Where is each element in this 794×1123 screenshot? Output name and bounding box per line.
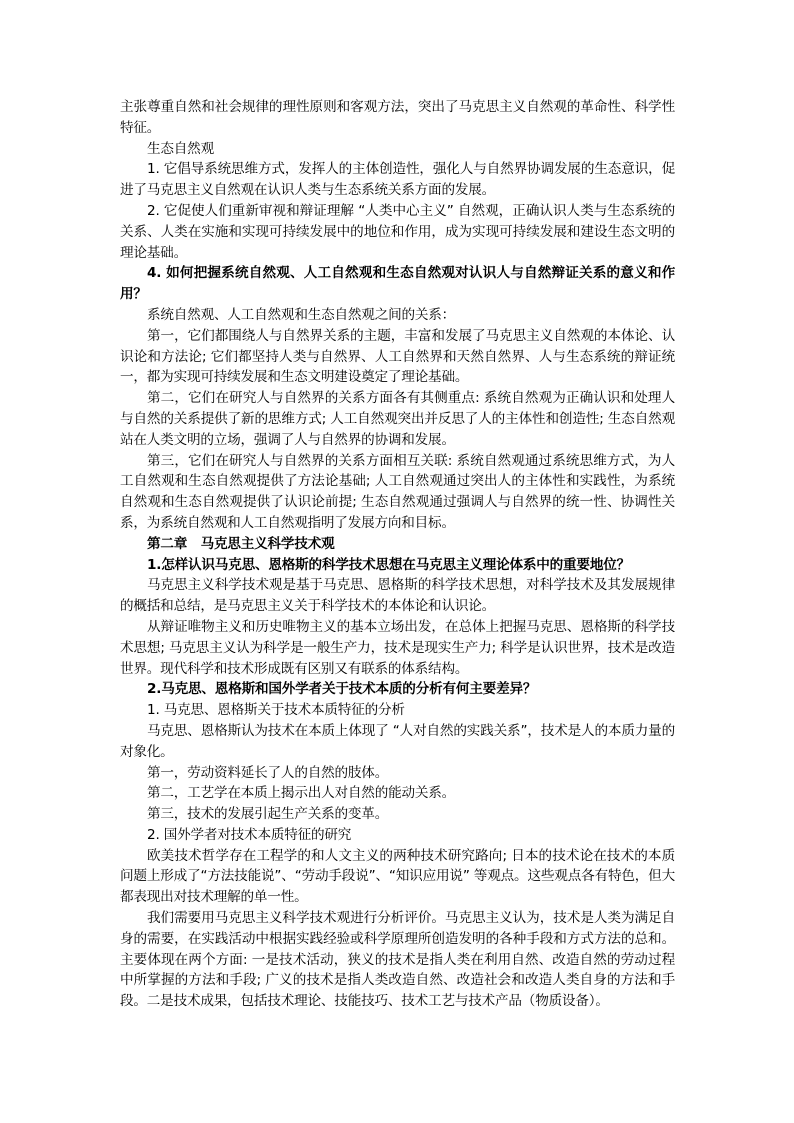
question-2-heading: 2.马克思、恩格斯和国外学者关于技术本质的分析有何主要差异？ [147,681,537,698]
paragraph-eco-point-2: 2. 它促使人们重新审视和辩证理解 “人类中心主义” 自然观，正确认识人类与生态系统的关系、人类在实施和实现可持续发展中的地位和作用，成为实现可持续发展和建设生态文明的理论基础。 [120,202,675,261]
paragraph-relation-first: 第一，它们都围绕人与自然界关系的主题，丰富和发展了马克思主义自然观的本体论、认识论和方法论; 它们都坚持人类与自然界、人工自然界和天然自然界、人与生态系统的辩证统一，都为实现可持续发展和生态文明建设奠定了理论基础。 [120,327,675,386]
paragraph-labor-means: 第一，劳动资料延长了人的自然的肢体。 [147,764,389,781]
paragraph-relation-second: 第二，它们在研究人与自然界的关系方面各有其侧重点: 系统自然观为正确认识和处理人与自然的关系提供了新的思维方式; 人工自然观突出并反思了人的主体性和创造性; 生态自然观站在人类文明的立场，强调了人与自然界的协调和发展。 [120,390,675,448]
paragraph-production-relations: 第三，技术的发展引起生产关系的变革。 [147,806,389,823]
paragraph-intro-continued: 主张尊重自然和社会规律的理性原则和客观方法，突出了马克思主义自然观的革命性、科学性特征。 [120,99,675,136]
paragraph-relations-intro: 系统自然观、人工自然观和生态自然观之间的关系： [147,306,456,323]
paragraph-relation-third: 第三，它们在研究人与自然界的关系方面相互关联: 系统自然观通过系统思维方式，为人工自然观和生态自然观提供了方法论基础; 人工自然观通过突出人的主体性和实践性，为系统自然观和生态自然观提供了认识论前提; 生态自然观通过强调人与自然界的统一性、协调性关系，为系统自然观和人工自然观指明了发展方向和目标。 [120,452,675,531]
question-1-heading: 1.怎样认识马克思、恩格斯的科学技术思想在马克思主义理论体系中的重要地位？ [147,556,631,573]
question-4-heading: 4. 如何把握系统自然观、人工自然观和生态自然观对认识人与自然辩证关系的意义和作用？ [120,265,675,303]
subheading-ecological-view: 生态自然观 [147,140,214,157]
subheading-foreign-scholars: 2. 国外学者对技术本质特征的研究 [147,826,352,843]
paragraph-dialectical-standpoint: 从辩证唯物主义和历史唯物主义的基本立场出发，在总体上把握马克思、恩格斯的科学技术思想; 马克思主义认为科学是一般生产力，技术是现实生产力; 科学是认识世界，技术是改造世界。现代科学和技术形成既有区别又有联系的体系结构。 [120,618,675,677]
paragraph-technology-science: 第二，工艺学在本质上揭示出人对自然的能动关系。 [147,785,456,802]
chapter-2-title: 第二章 马克思主义科学技术观 [147,535,335,552]
document-body [120,97,675,1012]
paragraph-eco-point-1: 1. 它倡导系统思维方式，发挥人的主体创造性，强化人与自然界协调发展的生态意识，促进了马克思主义自然观在认识人类与生态系统关系方面的发展。 [120,161,675,199]
paragraph-marxist-evaluation: 我们需要用马克思主义科学技术观进行分析评价。马克思主义认为，技术是人类为满足自身的需要，在实践活动中根据实践经验或科学原理所创造发明的各种手段和方式方法的总和。主要体现在两个方面: 一是技术活动，狭义的技术是指人类在利用自然、改造自然的劳动过程中所掌握的方法和手段; 广义的技术是指人类改造自然、改造社会和改造人类自身的方法和手段。二是技术成果，包括技术理论、技能技巧、技术工艺与技术产品（物质设备）。 [120,910,675,1010]
paragraph-western-japanese-views: 欧美技术哲学存在工程学的和人文主义的两种技术研究路向; 日本的技术论在技术的本质问题上形成了“方法技能说”、“劳动手段说”、“知识应用说” 等观点。这些观点各有特色，但大都表现出对技术理解的单一性。 [120,847,675,906]
paragraph-practical-relation: 马克思、恩格斯认为技术在本质上体现了 “人对自然的实践关系”，技术是人的本质力量的对象化。 [120,722,675,760]
paragraph-marxist-stv-definition: 马克思主义科学技术观是基于马克思、恩格斯的科学技术思想，对科学技术及其发展规律的概括和总结，是马克思主义关于科学技术的本体论和认识论。 [120,577,675,615]
subheading-marx-engels-analysis: 1. 马克思、恩格斯关于技术本质特征的分析 [147,702,405,719]
